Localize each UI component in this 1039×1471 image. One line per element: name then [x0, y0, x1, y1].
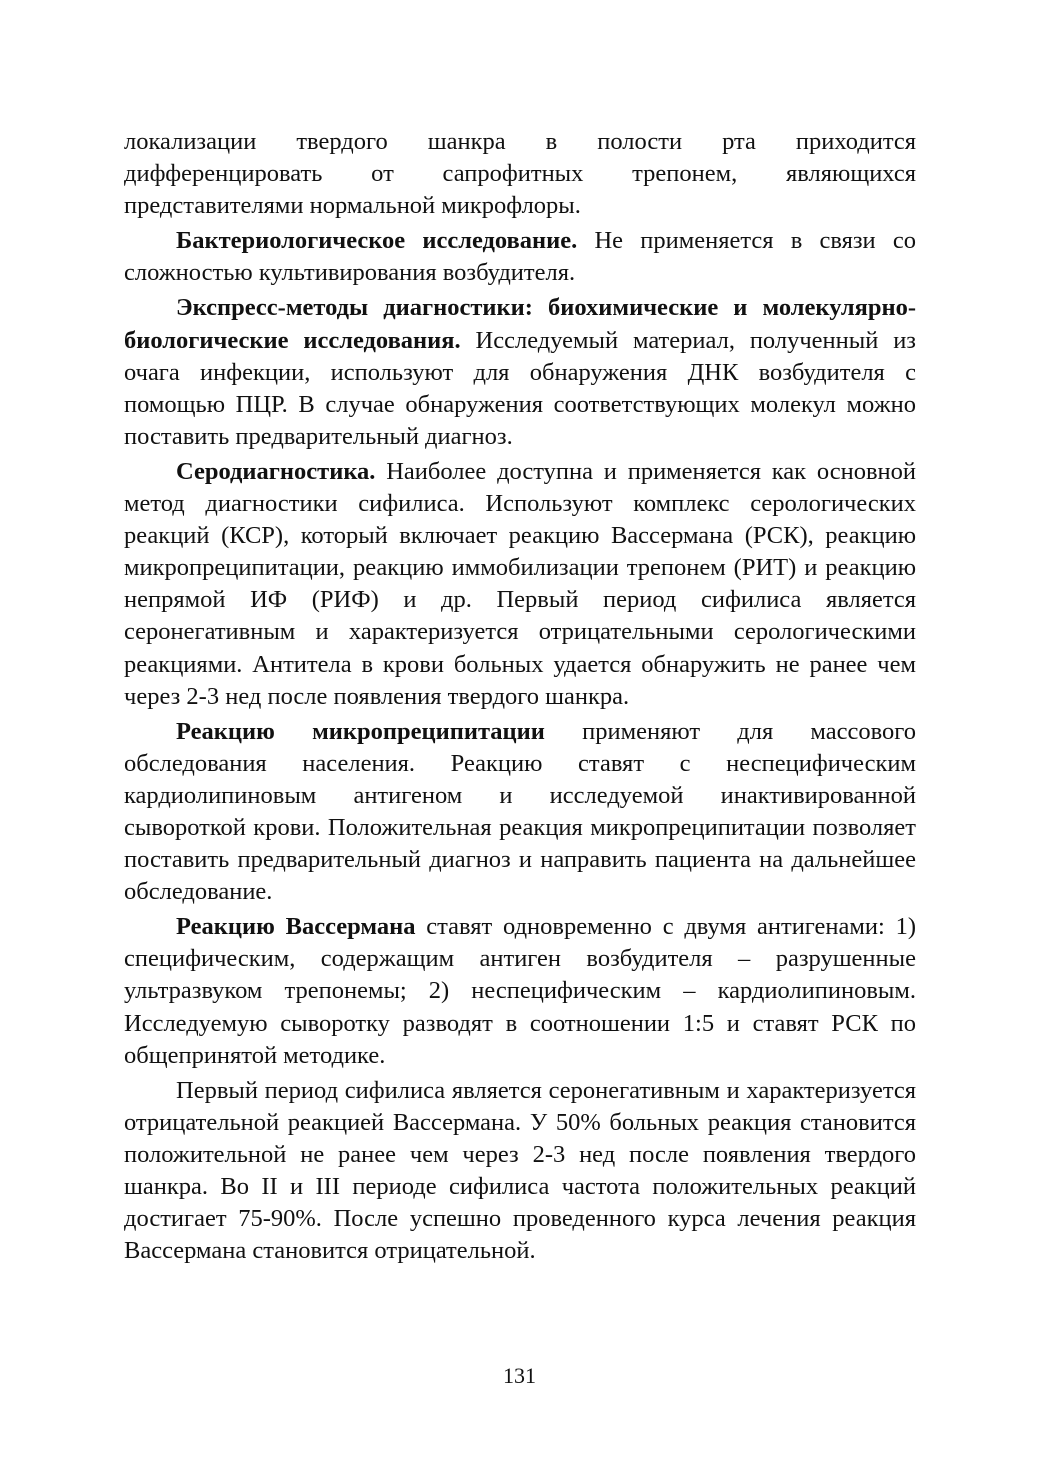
paragraph-heading: Экспресс-методы диагностики: биохимические и молекулярно-биологические исследования.	[124, 294, 916, 354]
paragraph-heading: Реакцию микропреципитации	[176, 717, 545, 745]
paragraph-text: Первый период сифилиса является серонегативным и характеризуется отрицательной реакцией Вассермана. У 50% больных реакция становится положительной не ранее чем через 2-3 нед после появления твердого шанкра. Во II и III периоде сифилиса частота положительных реакций достигает 75-90%. После успешно проведенного курса лечения реакция Вассермана становится отрицательной.	[124, 1076, 916, 1265]
paragraph-text: применяют для массового обследования населения. Реакцию ставят с неспецифическим кардиолипиновым антигеном и исследуемой инактивированной сывороткой крови. Положительная реакция микропреципитации позволяет поставить предварительный диагноз и направить пациента на дальнейшее обследование.	[124, 717, 916, 906]
paragraph-microprecipitation	[124, 716, 916, 909]
paragraph-heading: Серодиагностика.	[176, 457, 376, 485]
paragraph-intro	[124, 126, 916, 222]
page-number: 131	[503, 1363, 536, 1388]
page-body	[124, 126, 916, 1267]
paragraph-text: Наиболее доступна и применяется как основной метод диагностики сифилиса. Используют комплекс серологических реакций (КСР), который включает реакцию Вассермана (РСК), реакцию микропреципитации, реакцию иммобилизации трепонем (РИТ) и реакцию непрямой ИФ (РИФ) и др. Первый период сифилиса является серонегативным и характеризуется отрицательными серологическими реакциями. Антитела в крови больных удается обнаружить не ранее чем через 2-3 нед после появления твердого шанкра.	[124, 457, 916, 710]
paragraph-serodiagnostics	[124, 456, 916, 713]
paragraph-heading: Бактериологическое исследование.	[176, 227, 578, 255]
paragraph-bacteriological	[124, 225, 916, 289]
paragraph-wassermann	[124, 911, 916, 1071]
paragraph-text: Не применяется в связи со сложностью культивирования возбудителя.	[124, 227, 916, 287]
paragraph-heading: Реакцию Вассермана	[176, 913, 416, 941]
paragraph-text: ставят одновременно с двумя антигенами: 1) специфическим, содержащим антиген возбудителя – разрушенные ультразвуком трепонемы; 2) неспецифическим – кардиолипиновым. Исследуемую сыворотку разводят в соотношении 1:5 и ставят РСК по общепринятой методике.	[124, 913, 916, 1069]
paragraph-text: Исследуемый материал, полученный из очага инфекции, используют для обнаружения ДНК возбудителя с помощью ПЦР. В случае обнаружения соответствующих молекул можно поставить предварительный диагноз.	[124, 326, 916, 450]
paragraph-first-period	[124, 1075, 916, 1268]
paragraph-express-methods	[124, 292, 916, 452]
paragraph-text: локализации твердого шанкра в полости рта приходится дифференцировать от сапрофитных трепонем, являющихся представителями нормальной микрофлоры.	[124, 128, 916, 220]
